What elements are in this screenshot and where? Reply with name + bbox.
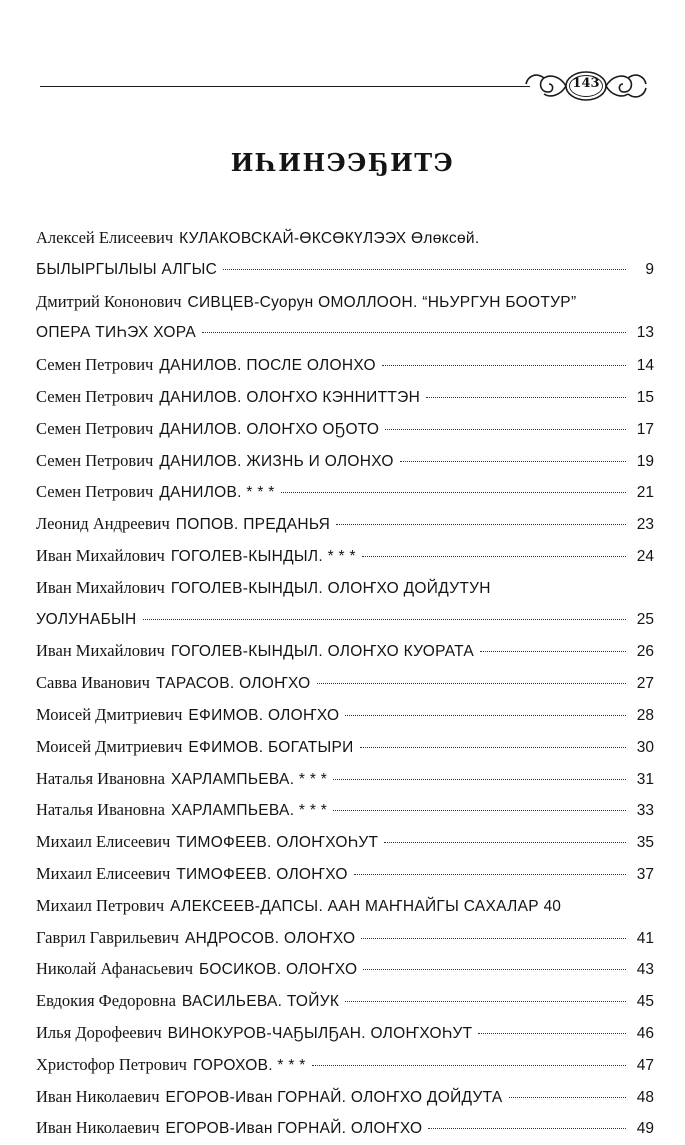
toc-title: ХАРЛАМПЬЕВА. * * *	[171, 770, 328, 788]
leader-dots	[363, 969, 626, 970]
toc-page-number: 49	[636, 1120, 654, 1138]
leader-dots	[478, 1033, 626, 1034]
toc-page-number: 19	[636, 452, 654, 470]
toc-author: Леонид Андреевич	[36, 514, 170, 534]
toc-author: Алексей Елисеевич	[36, 228, 174, 247]
toc-title: ОПЕРА ТИҺЭХ ХОРА	[36, 324, 196, 342]
leader-dots	[509, 1097, 626, 1098]
toc-entry	[36, 890, 654, 922]
leader-dots	[317, 683, 626, 684]
toc-title: ДАНИЛОВ. * * *	[159, 484, 275, 502]
toc-entry	[36, 1017, 654, 1049]
toc-title: ТИМОФЕЕВ. ОЛОҤХОҺУТ	[176, 834, 379, 852]
leader-dots	[354, 874, 626, 875]
toc-title: ГОГОЛЕВ-КЫНДЫЛ. * * *	[170, 547, 356, 565]
toc-page-number: 46	[636, 1024, 654, 1042]
table-of-contents	[36, 222, 654, 1144]
leader-dots	[223, 269, 626, 270]
toc-title: УОЛУНАБЫН	[36, 610, 137, 628]
toc-title: ВАСИЛЬЕВА. ТОЙУК	[181, 993, 340, 1011]
leader-dots	[202, 332, 626, 333]
page-number: 143	[572, 76, 600, 91]
leader-dots	[428, 1128, 626, 1129]
toc-author: Христофор Петрович	[36, 1054, 187, 1074]
toc-title: ВИНОКУРОВ-ЧАҔЫЛҔАН. ОЛОҤХОҺУТ	[167, 1024, 473, 1042]
toc-entry	[36, 381, 654, 413]
toc-entry	[36, 1081, 654, 1113]
toc-page-number: 33	[636, 802, 654, 820]
toc-author: Иван Михайлович	[36, 545, 165, 565]
toc-author: Михаил Елисеевич	[36, 863, 171, 883]
page-header	[0, 52, 685, 112]
toc-page-number: 28	[636, 706, 654, 724]
toc-page-number: 21	[636, 484, 654, 502]
toc-title: КУЛАКОВСКАЙ-ӨКСӨКҮЛЭЭХ Өлөксөй.	[179, 230, 480, 247]
toc-title: ПОПОВ. ПРЕДАНЬЯ	[175, 516, 331, 534]
toc-author: Михаил Елисеевич	[36, 832, 171, 852]
toc-entry	[36, 922, 654, 954]
toc-page-number: 26	[636, 643, 654, 661]
leader-dots	[480, 651, 626, 652]
toc-entry	[36, 1112, 654, 1144]
toc-entry	[36, 858, 654, 890]
toc-title: ЕГОРОВ-Иван ГОРНАЙ. ОЛОҤХО ДОЙДУТА	[165, 1088, 503, 1106]
leader-dots	[345, 1001, 626, 1002]
toc-page-number: 9	[645, 260, 654, 278]
toc-title: АНДРОСОВ. ОЛОҤХО	[185, 929, 356, 947]
toc-entry	[36, 445, 654, 477]
toc-author: Евдокия Федоровна	[36, 991, 176, 1011]
toc-entry	[36, 1049, 654, 1081]
toc-entry	[36, 635, 654, 667]
toc-entry	[36, 476, 654, 508]
toc-page-number: 24	[636, 547, 654, 565]
leader-dots	[382, 365, 626, 366]
toc-entry	[36, 985, 654, 1017]
toc-page-number: 25	[636, 610, 654, 628]
toc-entry-continuation	[36, 317, 654, 349]
toc-entry	[36, 731, 654, 763]
toc-title: ГОГОЛЕВ-КЫНДЫЛ. ОЛОҤХО КУОРАТА	[170, 643, 475, 661]
toc-title: ДАНИЛОВ. ПОСЛЕ ОЛОНХО	[159, 357, 376, 375]
toc-title: ДАНИЛОВ. ЖИЗНЬ И ОЛОНХО	[159, 452, 394, 470]
toc-author: Михаил Петрович	[36, 895, 165, 915]
toc-title: БЫЛЫРГЫЛЫЫ АЛГЫС	[36, 260, 218, 278]
toc-title: ДАНИЛОВ. ОЛОҤХО КЭННИТТЭН	[159, 388, 421, 406]
leader-dots	[312, 1065, 626, 1066]
toc-page-number: 37	[636, 865, 654, 883]
toc-author: Семен Петрович	[36, 355, 154, 375]
toc-page-number: 41	[636, 929, 654, 947]
header-rule	[40, 86, 530, 87]
toc-author: Наталья Ивановна	[36, 800, 166, 820]
toc-author: Семен Петрович	[36, 450, 154, 470]
toc-title: ЕФИМОВ. ОЛОҤХО	[188, 706, 340, 724]
toc-page-number: 31	[636, 770, 654, 788]
leader-dots	[333, 779, 626, 780]
toc-entry	[36, 667, 654, 699]
toc-entry	[36, 508, 654, 540]
toc-page-number: 35	[636, 834, 654, 852]
toc-title: ГОРОХОВ. * * *	[192, 1056, 306, 1074]
toc-author: Николай Афанасьевич	[36, 959, 194, 979]
page-title: ИҺИНЭЭҔИТЭ	[230, 148, 455, 177]
leader-dots	[336, 524, 626, 525]
leader-dots	[361, 938, 626, 939]
toc-entry	[36, 572, 654, 604]
toc-author: Иван Николаевич	[36, 1086, 160, 1106]
toc-author: Моисей Дмитриевич	[36, 704, 183, 724]
toc-author: Семен Петрович	[36, 482, 154, 502]
toc-author: Иван Михайлович	[36, 577, 165, 597]
leader-dots	[333, 810, 626, 811]
toc-entry-continuation	[36, 604, 654, 636]
toc-author: Моисей Дмитриевич	[36, 736, 183, 756]
leader-dots	[345, 715, 626, 716]
toc-entry	[36, 794, 654, 826]
toc-title: ЕФИМОВ. БОГАТЫРИ	[188, 738, 354, 756]
toc-page-number: 47	[636, 1056, 654, 1074]
toc-entry	[36, 763, 654, 795]
toc-page-number: 30	[636, 738, 654, 756]
toc-author: Иван Николаевич	[36, 1118, 160, 1138]
toc-author: Иван Михайлович	[36, 641, 165, 661]
toc-title: СИВЦЕВ-Суорун ОМОЛЛООН. “НЬУРГУН БООТУР”	[187, 293, 577, 311]
leader-dots	[143, 619, 626, 620]
toc-page-number: 40	[543, 897, 561, 915]
leader-dots	[385, 429, 626, 430]
toc-title: ХАРЛАМПЬЕВА. * * *	[171, 802, 328, 820]
leader-dots	[281, 492, 626, 493]
toc-title: АЛЕКСЕЕВ-ДАПСЫ. ААН МАҤНАЙГЫ САХАЛАР	[170, 897, 539, 915]
toc-entry	[36, 540, 654, 572]
leader-dots	[426, 397, 626, 398]
toc-title: ГОГОЛЕВ-КЫНДЫЛ. ОЛОҤХО ДОЙДУТУН	[170, 579, 491, 597]
toc-page-number: 14	[636, 357, 654, 375]
toc-entry	[36, 826, 654, 858]
toc-title: ТИМОФЕЕВ. ОЛОҤХО	[176, 865, 348, 883]
toc-title: ЕГОРОВ-Иван ГОРНАЙ. ОЛОҤХО	[165, 1120, 423, 1138]
toc-entry	[36, 953, 654, 985]
toc-title: ДАНИЛОВ. ОЛОҤХО ОҔОТО	[159, 420, 380, 438]
toc-page-number: 43	[636, 961, 654, 979]
toc-entry	[36, 222, 654, 254]
toc-entry	[36, 286, 654, 318]
toc-author: Гаврил Гаврильевич	[36, 927, 180, 947]
toc-page-number: 27	[636, 675, 654, 693]
toc-author: Савва Иванович	[36, 673, 150, 693]
toc-author: Наталья Ивановна	[36, 768, 166, 788]
toc-page-number: 45	[636, 993, 654, 1011]
toc-page-number: 23	[636, 516, 654, 534]
toc-author: Дмитрий Кононович	[36, 291, 182, 311]
toc-page-number: 13	[636, 324, 654, 342]
leader-dots	[384, 842, 626, 843]
toc-entry-continuation	[36, 254, 654, 286]
leader-dots	[362, 556, 626, 557]
toc-author: Семен Петрович	[36, 386, 154, 406]
toc-page-number: 48	[636, 1088, 654, 1106]
leader-dots	[400, 461, 626, 462]
leader-dots	[360, 747, 626, 748]
toc-entry	[36, 349, 654, 381]
toc-page-number: 15	[636, 388, 654, 406]
toc-author: Илья Дорофеевич	[36, 1022, 162, 1042]
toc-page-number: 17	[636, 420, 654, 438]
toc-entry	[36, 699, 654, 731]
toc-title: ТАРАСОВ. ОЛОҤХО	[155, 675, 311, 693]
toc-entry	[36, 413, 654, 445]
toc-author: Семен Петрович	[36, 418, 154, 438]
toc-title: БОСИКОВ. ОЛОҤХО	[199, 961, 358, 979]
